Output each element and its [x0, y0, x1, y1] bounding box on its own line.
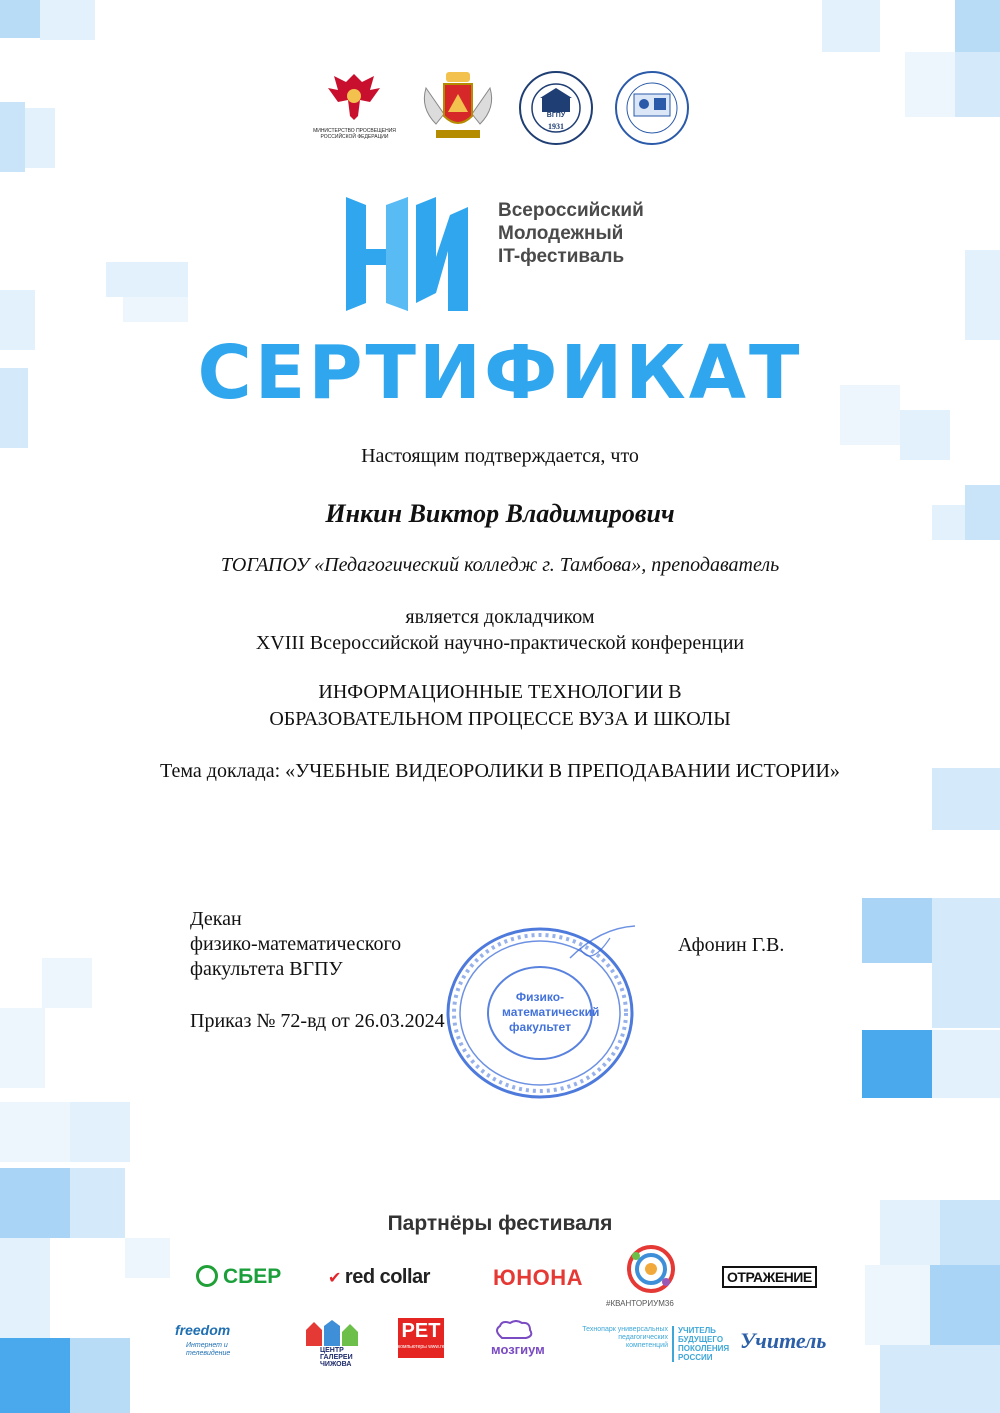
role-line2: XVIII Всероссийской научно-практической конференции	[255, 632, 745, 654]
voronezh-coat-of-arms	[418, 68, 498, 145]
signatory-line2: физико-математического	[190, 933, 402, 955]
partner-ret	[398, 1318, 452, 1358]
conference-title-line2: ОБРАЗОВАТЕЛЬНОМ ПРОЦЕССЕ ВУЗА И ШКОЛЫ	[269, 708, 731, 730]
ret-subtitle: компьютеры www.ret.ru	[398, 1344, 452, 1350]
physmath-faculty-logo	[614, 70, 690, 151]
signer-name: Афонин Г.В.	[678, 934, 785, 956]
signatory-position	[190, 907, 401, 982]
coat-of-arms-icon	[418, 68, 498, 140]
recipient-organization: ТОГАПОУ «Педагогический колледж г. Тамбова», преподаватель	[220, 554, 780, 576]
freedom-subtitle: Интернет и телевидение	[186, 1342, 231, 1357]
partner-kvantorium-logo	[624, 1242, 678, 1301]
recipient-name: Инкин Виктор Владимирович	[325, 499, 675, 528]
bg-square	[0, 1338, 70, 1413]
partner-redcollar	[328, 1266, 430, 1289]
partner-yunona: ЮНОНА	[493, 1265, 583, 1290]
bg-square	[0, 102, 25, 172]
bg-square	[125, 1238, 170, 1278]
festival-name-line1: Всероссийский	[498, 200, 644, 221]
bg-square	[106, 262, 188, 297]
vgpu-year: 1931	[548, 122, 564, 131]
bg-square	[42, 958, 92, 1008]
ret-label: РЕТ	[401, 1320, 441, 1342]
partner-sber	[196, 1265, 281, 1289]
festival-name-line2: Молодежный	[498, 223, 624, 244]
partners-title: Партнёры фестиваля	[387, 1212, 613, 1235]
certificate-intro: Настоящим подтверждается, что	[361, 445, 639, 467]
bg-square	[862, 898, 932, 963]
stamp-center-text: Физико- математический факультет	[502, 990, 600, 1034]
bg-square	[865, 1265, 930, 1345]
bg-square	[0, 1008, 45, 1088]
role-line1: является докладчиком	[405, 606, 595, 628]
brain-icon	[494, 1320, 534, 1340]
bg-square	[123, 297, 188, 322]
festival-name-line3: IT-фестиваль	[498, 246, 625, 267]
signatory-line1: Декан	[190, 908, 242, 930]
institution-logos	[313, 68, 690, 148]
kvantorium-icon	[624, 1242, 678, 1296]
gallery-building-icon	[302, 1318, 362, 1348]
bg-square	[862, 1030, 932, 1098]
certificate-title: СЕРТИФИКАТ	[197, 330, 803, 416]
bg-square	[955, 0, 1000, 52]
signatory-line3: факультета ВГПУ	[190, 958, 343, 980]
bg-square	[70, 1338, 130, 1413]
redcollar-wing-icon: ✔	[328, 1270, 341, 1287]
bg-square	[932, 898, 1000, 1028]
bg-square	[40, 0, 95, 40]
partner-uchitel: Учитель	[740, 1328, 827, 1353]
vgpu-seal-icon	[518, 70, 594, 146]
bg-square	[25, 108, 55, 168]
order-number: Приказ № 72-вд от 26.03.2024	[190, 1010, 445, 1032]
faculty-stamp	[440, 918, 640, 1113]
partner-otrazhenie: ОТРАЖЕНИЕ	[722, 1266, 817, 1288]
partner-teacher-future: УЧИТЕЛЬ БУДУЩЕГО ПОКОЛЕНИЯ РОССИИ	[672, 1326, 744, 1362]
redcollar-label: red collar	[344, 1266, 430, 1288]
festival-name	[498, 199, 644, 268]
bg-square	[880, 1345, 1000, 1413]
sber-check-icon	[196, 1265, 218, 1287]
ministry-caption: МИНИСТЕРСТВО ПРОСВЕЩЕНИЯ РОССИЙСКОЙ ФЕДЕРАЦИИ	[313, 128, 396, 140]
bg-square	[822, 0, 880, 52]
partner-freedom: freedom	[175, 1322, 231, 1338]
festival-logo-mark	[338, 193, 473, 320]
bg-square	[0, 1238, 50, 1338]
double-eagle-icon	[312, 68, 397, 126]
conference-title-line1: ИНФОРМАЦИОННЫЕ ТЕХНОЛОГИИ В	[318, 681, 682, 703]
partner-technopark: Технопарк универсальных педагогических компетенций	[582, 1326, 668, 1349]
bg-square	[955, 52, 1000, 117]
ministry-logo	[312, 68, 397, 148]
bg-square	[70, 1102, 130, 1162]
partner-mozgium: мозгиум	[491, 1342, 545, 1357]
ni-logo-icon	[338, 193, 473, 315]
vgpu-logo	[518, 70, 594, 151]
bg-square	[0, 1102, 70, 1162]
bg-square	[932, 1030, 1000, 1098]
sber-label: СБЕР	[223, 1265, 282, 1288]
bg-square	[965, 250, 1000, 340]
partner-gallery-chizhova: ЦЕНТР ГАЛЕРЕИ ЧИЖОВА	[320, 1347, 353, 1368]
report-topic: Тема доклада: «УЧЕБНЫЕ ВИДЕОРОЛИКИ В ПРЕПОДАВАНИИ ИСТОРИИ»	[160, 760, 840, 782]
kvantorium-label: #КВАНТОРИУМ36	[606, 1299, 674, 1308]
bg-square	[905, 52, 955, 117]
bg-square	[0, 0, 40, 38]
bg-square	[930, 1265, 1000, 1345]
vgpu-abbr: ВГПУ	[546, 112, 566, 119]
faculty-seal-icon	[614, 70, 690, 146]
